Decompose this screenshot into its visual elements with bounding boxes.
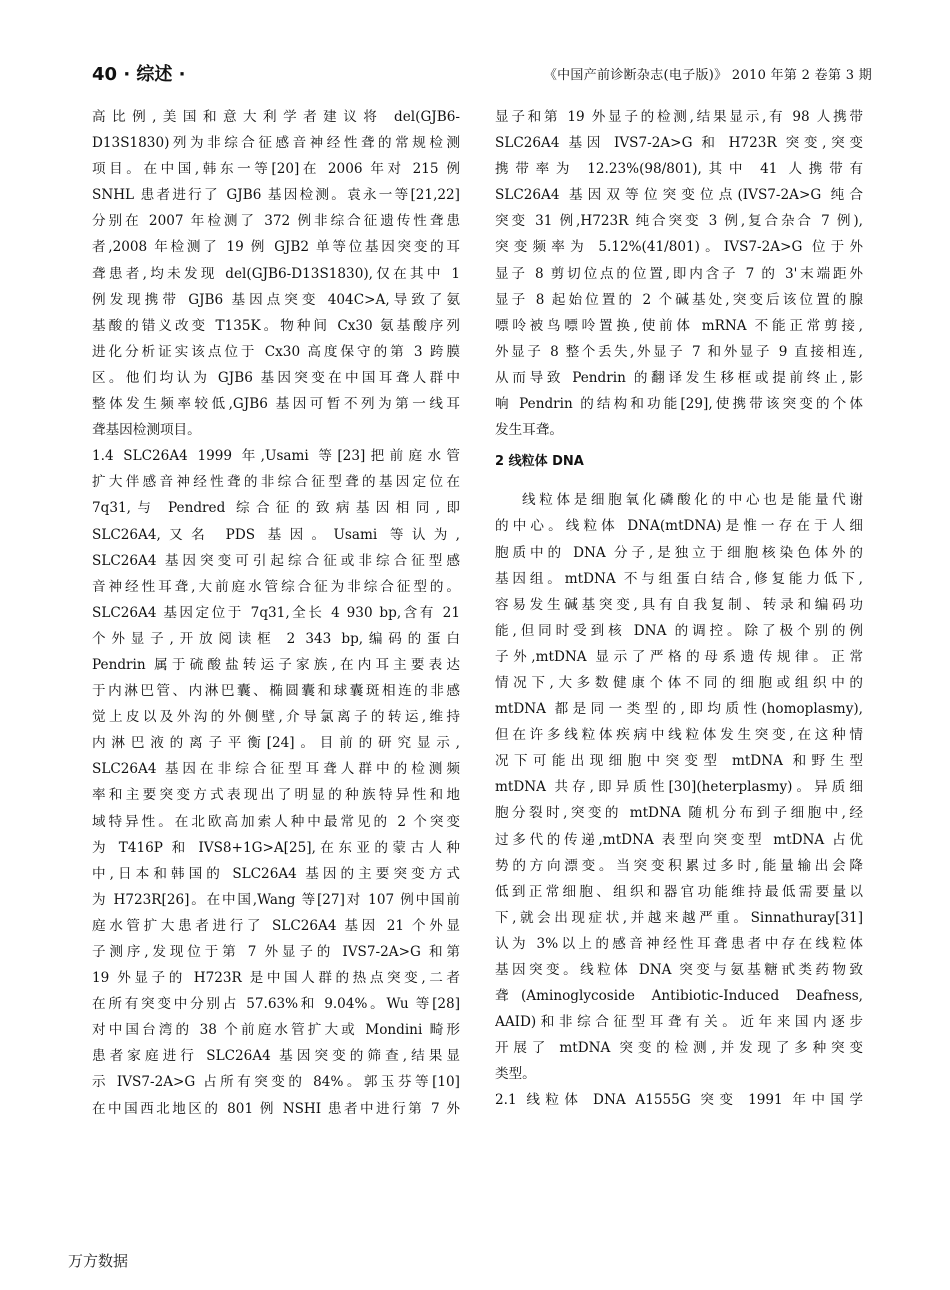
text-line: AAID)和非综合征型耳聋有关。近年来国内逐步: [495, 1014, 863, 1031]
text-line: 为 T416P 和 IVS8+1G>A[25],在东亚的蒙古人种: [92, 839, 460, 856]
text-line: 情况下,大多数健康个体不同的细胞或组织中的: [495, 674, 863, 691]
text-line: 携带率为 12.23%(98/801),其中 41 人携带有: [495, 161, 863, 178]
text-line: 类型。: [495, 1066, 536, 1083]
text-line: 在所有突变中分别占 57.63%和 9.04%。Wu 等[28]: [92, 996, 460, 1013]
text-line: 聋患者,均未发现 del(GJB6-D13S1830),仅在其中 1: [92, 265, 460, 282]
text-line: 例发现携带 GJB6 基因点突变 404C>A,导致了氨: [92, 291, 460, 308]
text-line: SLC26A4 基因突变可引起综合征或非综合征型感: [92, 552, 460, 569]
text-line: 显子 8 起始位置的 2 个碱基处,突变后该位置的腺: [495, 291, 863, 308]
text-line: 基酸的错义改变 T135K。物种间 Cx30 氨基酸序列: [92, 317, 460, 334]
text-line: 突变频率为 5.12%(41/801)。IVS7-2A>G 位于外: [495, 239, 863, 256]
text-line: 音神经性耳聋,大前庭水管综合征为非综合征型的。: [92, 578, 460, 595]
text-line: 响 Pendrin 的结构和功能[29],使携带该突变的个体: [495, 396, 863, 413]
text-line: 子外,mtDNA 显示了严格的母系遗传规律。正常: [495, 648, 863, 665]
text-line: 显子 8 剪切位点的位置,即内含子 7 的 3'末端距外: [495, 265, 863, 282]
text-line: 容易发生碱基突变,具有自我复制、转录和编码功: [495, 596, 863, 613]
text-line: D13S1830)列为非综合征感音神经性聋的常规检测: [92, 135, 460, 152]
text-line: 从而导致 Pendrin 的翻译发生移框或提前终止,影: [495, 369, 863, 386]
text-line: 整体发生频率较低,GJB6 基因可暂不列为第一线耳: [92, 396, 460, 413]
text-line: SLC26A4 基因在非综合征型耳聋人群中的检测频: [92, 761, 460, 778]
text-line: 内淋巴液的离子平衡[24]。目前的研究显示,: [92, 735, 460, 752]
left-column: [92, 104, 460, 1122]
text-line: 者,2008 年检测了 19 例 GJB2 单等位基因突变的耳: [92, 239, 460, 256]
text-line: 基因组。mtDNA 不与组蛋白结合,修复能力低下,: [495, 570, 863, 587]
text-line: SLC26A4,又名 PDS 基因。Usami 等认为,: [92, 526, 460, 543]
text-line: 能,但同时受到核 DNA 的调控。除了极个别的例: [495, 622, 863, 639]
text-line: SLC26A4 基因双等位突变位点(IVS7-2A>G 纯合: [495, 187, 863, 204]
text-line: 觉上皮以及外沟的外侧壁,介导氯离子的转运,维持: [92, 709, 460, 726]
journal-citation: 《中国产前诊断杂志(电子版)》 2010 年第 2 卷第 3 期: [543, 68, 872, 83]
text-line: 个外显子,开放阅读框 2 343 bp,编码的蛋白: [92, 630, 460, 647]
page-number-label: 40 · 综述 ·: [92, 64, 186, 85]
text-line: 开展了 mtDNA 突变的检测,并发现了多种突变: [495, 1040, 863, 1057]
text-line: 过多代的传递,mtDNA 表型向突变型 mtDNA 占优: [495, 831, 863, 848]
text-line: 域特异性。在北欧高加索人种中最常见的 2 个突变: [92, 813, 460, 830]
text-line: 项目。在中国,韩东一等[20]在 2006 年对 215 例: [92, 161, 460, 178]
text-line: 高比例,美国和意大利学者建议将 del(GJB6-: [92, 109, 460, 125]
right-column: [495, 104, 863, 1114]
text-line: 7q31,与 Pendred 综合征的致病基因相同,即: [92, 500, 460, 517]
text-line: 率和主要突变方式表现出了明显的种族特异性和地: [92, 787, 460, 804]
text-line: 基因突变。线粒体 DNA 突变与氨基糖甙类药物致: [495, 962, 863, 978]
text-line: 为 H723R[26]。在中国,Wang 等[27]对 107 例中国前: [92, 891, 460, 908]
page-header: [92, 60, 872, 88]
text-line: 示 IVS7-2A>G 占所有突变的 84%。郭玉芬等[10]: [92, 1074, 460, 1091]
text-line: 外显子 8 整个丢失,外显子 7 和外显子 9 直接相连,: [495, 343, 863, 360]
text-line: 对中国台湾的 38 个前庭水管扩大或 Mondini 畸形: [92, 1022, 460, 1039]
text-line: 2.1 线粒体 DNA A1555G 突变 1991 年中国学: [495, 1092, 863, 1109]
text-line: 聋基因检测项目。: [92, 422, 201, 439]
text-line: 于内淋巴管、内淋巴囊、椭圆囊和球囊斑相连的非感: [92, 683, 460, 700]
text-line: mtDNA 都是同一类型的,即均质性(homoplasmy),: [495, 701, 863, 718]
text-line: 下,就会出现症状,并越来越严重。Sinnathuray[31]: [495, 909, 863, 926]
text-line: 发生耳聋。: [495, 422, 563, 439]
text-line: 的中心。线粒体 DNA(mtDNA)是惟一存在于人细: [495, 518, 863, 535]
text-line: 聋(Aminoglycoside Antibiotic-Induced Deafness,: [495, 988, 863, 1005]
text-line: 胞分裂时,突变的 mtDNA 随机分布到子细胞中,经: [495, 805, 863, 822]
section-heading: 2 线粒体 DNA: [495, 454, 584, 470]
text-line: 势的方向漂变。当突变积累过多时,能量输出会降: [495, 857, 863, 874]
text-line: 但在许多线粒体疾病中线粒体发生突变,在这种情: [495, 727, 863, 744]
text-line: 嘌呤被鸟嘌呤置换,使前体 mRNA 不能正常剪接,: [495, 317, 863, 334]
text-line: 认为 3%以上的感音神经性耳聋患者中存在线粒体: [495, 935, 863, 952]
text-line: 胞质中的 DNA 分子,是独立于细胞核染色体外的: [495, 544, 863, 561]
text-line: 线粒体是细胞氧化磷酸化的中心也是能量代谢: [522, 492, 863, 509]
text-line: SNHL 患者进行了 GJB6 基因检测。袁永一等[21,22]: [92, 187, 460, 204]
text-line: 中,日本和韩国的 SLC26A4 基因的主要突变方式: [92, 865, 460, 882]
text-line: 突变 31 例,H723R 纯合突变 3 例,复合杂合 7 例),: [495, 213, 863, 230]
text-line: 低到正常细胞、组织和器官功能维持最低需要量以: [495, 883, 863, 900]
text-line: SLC26A4 基因定位于 7q31,全长 4 930 bp,含有 21: [92, 604, 460, 621]
text-line: SLC26A4 基因 IVS7-2A>G 和 H723R 突变,突变: [495, 135, 863, 152]
text-line: 19 外显子的 H723R 是中国人群的热点突变,二者: [92, 970, 460, 987]
text-line: 在中国西北地区的 801 例 NSHI 患者中进行第 7 外: [92, 1100, 460, 1117]
text-line: 子测序,发现位于第 7 外显子的 IVS7-2A>G 和第: [92, 944, 460, 960]
text-line: 患者家庭进行 SLC26A4 基因突变的筛查,结果显: [92, 1048, 460, 1065]
text-line: 况下可能出现细胞中突变型 mtDNA 和野生型: [495, 753, 863, 770]
text-line: 庭水管扩大患者进行了 SLC26A4 基因 21 个外显: [92, 917, 460, 934]
text-line: 进化分析证实该点位于 Cx30 高度保守的第 3 跨膜: [92, 343, 460, 360]
text-line: 显子和第 19 外显子的检测,结果显示,有 98 人携带: [495, 109, 863, 125]
footer-watermark: 万方数据: [68, 1252, 129, 1270]
text-line: 扩大伴感音神经性聋的非综合征型聋的基因定位在: [92, 474, 460, 491]
text-line: 1.4 SLC26A4 1999 年,Usami 等[23]把前庭水管: [92, 448, 460, 465]
text-line: Pendrin 属于硫酸盐转运子家族,在内耳主要表达: [92, 656, 460, 673]
text-line: mtDNA 共存,即异质性[30](heterplasmy)。异质细: [495, 779, 863, 796]
text-line: 分别在 2007 年检测了 372 例非综合征遗传性聋患: [92, 213, 460, 230]
text-line: 区。他们均认为 GJB6 基因突变在中国耳聋人群中: [92, 369, 460, 386]
